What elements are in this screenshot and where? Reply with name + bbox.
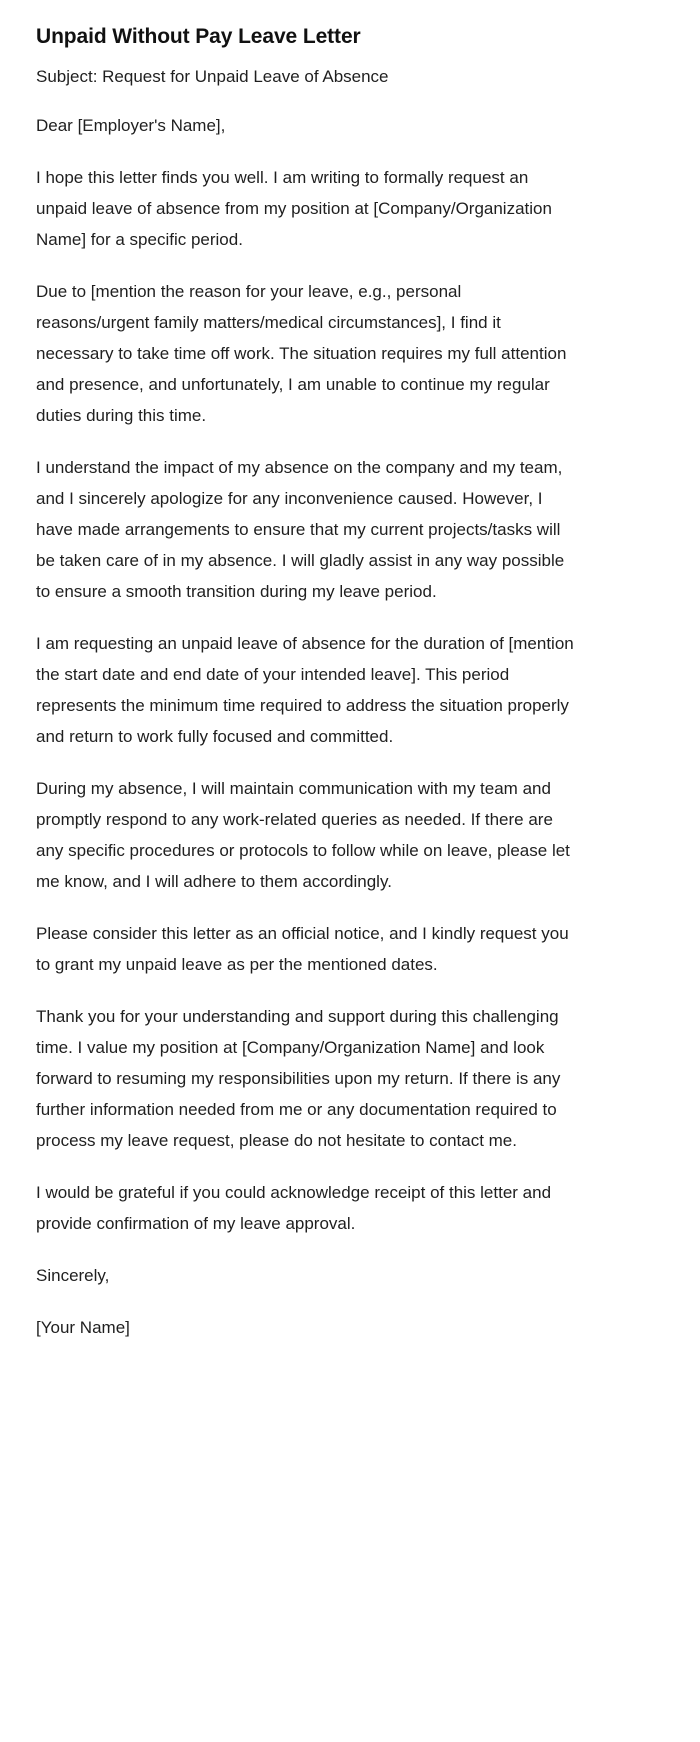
- signature-name: [Your Name]: [36, 1318, 130, 1337]
- page-title: Unpaid Without Pay Leave Letter: [36, 25, 361, 48]
- body-paragraph: Please consider this letter as an official notice, and I kindly request you to grant my unpaid leave as per the mentioned dates.: [36, 924, 569, 974]
- body-paragraph: I understand the impact of my absence on the company and my team, and I sincerely apologize for any inconvenience caused. However, I have made arrangements to ensure that my current projects/tasks will be taken care of in my absence. I will gladly assist in any way possible to ensure a smooth transition during my leave period.: [36, 458, 565, 601]
- subject-line: Subject: Request for Unpaid Leave of Absence: [36, 67, 389, 86]
- body-paragraph: I hope this letter finds you well. I am writing to formally request an unpaid leave of absence from my position at [Company/Organization Name] for a specific period.: [36, 168, 552, 249]
- body-paragraph: Thank you for your understanding and support during this challenging time. I value my position at [Company/Organization Name] and look forward to resuming my responsibilities upon my return. If there is any further information needed from me or any documentation required to process my leave request, please do not hesitate to contact me.: [36, 1007, 561, 1150]
- salutation: Dear [Employer's Name],: [36, 116, 226, 135]
- body-paragraph: I am requesting an unpaid leave of absence for the duration of [mention the start date and end date of your intended leave]. This period represents the minimum time required to address the situation properly and return to work fully focused and committed.: [36, 634, 574, 746]
- closing-salutation: Sincerely,: [36, 1266, 110, 1285]
- body-paragraph: Due to [mention the reason for your leave, e.g., personal reasons/urgent family matters/medical circumstances], I find it necessary to take time off work. The situation requires my full attention and presence, and unfortunately, I am unable to continue my regular duties during this time.: [36, 282, 567, 425]
- body-paragraph: I would be grateful if you could acknowledge receipt of this letter and provide confirmation of my leave approval.: [36, 1183, 552, 1233]
- body-paragraph: During my absence, I will maintain communication with my team and promptly respond to any work-related queries as needed. If there are any specific procedures or protocols to follow while on leave, please let me know, and I will adhere to them accordingly.: [36, 779, 570, 891]
